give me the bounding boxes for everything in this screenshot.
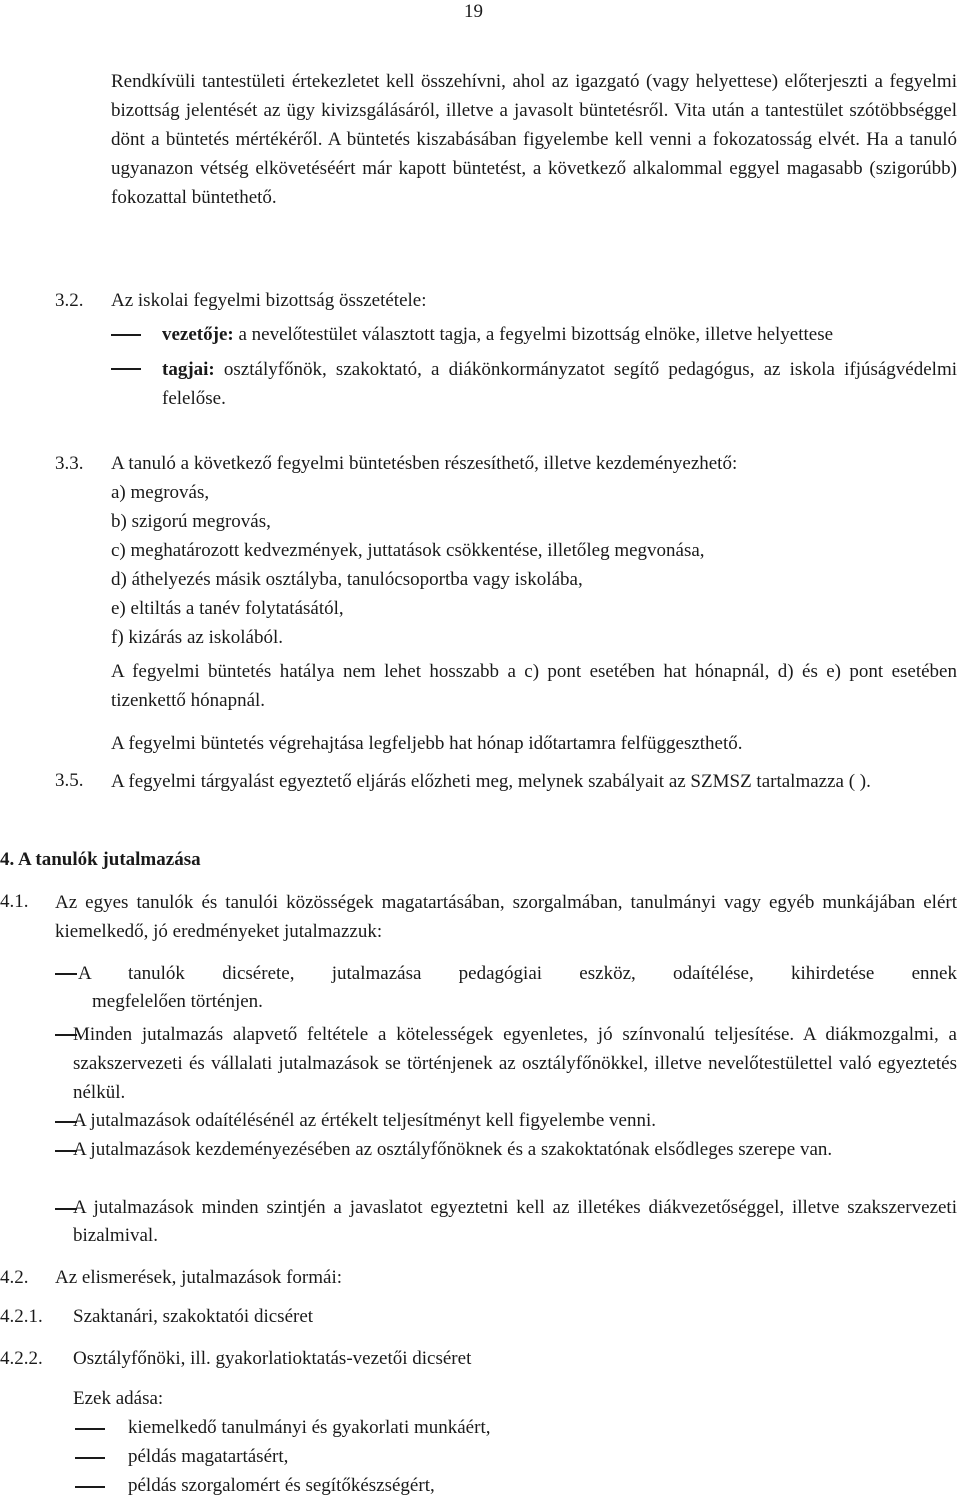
penalty-item: b) szigorú megrovás, (111, 511, 271, 532)
committee-leader-item (162, 321, 957, 349)
dash-icon (111, 334, 141, 336)
committee-members-item (162, 355, 957, 413)
section-4-2-2-text: Osztályfőnöki, ill. gyakorlatioktatás-vezetői dicséret (73, 1348, 472, 1369)
penalty-duration-paragraph: A fegyelmi büntetés hatálya nem lehet hosszabb a c) pont esetében hat hónapnál, d) és e) pont esetében tizenkettő hónapnál. (111, 661, 957, 711)
section-3-5-number: 3.5. (55, 770, 84, 791)
penalty-item: f) kizárás az iskolából. (111, 627, 283, 648)
penalty-item: d) áthelyezés másik osztályba, tanulócsoportba vagy iskolába, (111, 569, 583, 590)
reward-item-5: A jutalmazások minden szintjén a javaslatot egyeztetni kell az illetékes diákvezetőséggel, illetve szakszervezeti bizalmival. (73, 1197, 957, 1246)
section-4-2-1-number: 4.2.1. (0, 1306, 43, 1327)
reward-item-1-line: A tanulók dicsérete, jutalmazása pedagógiai eszköz, odaítélése, kihirdetése ennek (78, 963, 957, 984)
section-4-2-2-number: 4.2.2. (0, 1348, 43, 1369)
penalty-item: c) meghatározott kedvezmények, juttatások csökkentése, illetőleg megvonása, (111, 540, 705, 561)
leader-label: vezetője: (162, 324, 234, 345)
ezek-item: kiemelkedő tanulmányi és gyakorlati munkáért, (128, 1417, 491, 1438)
reward-item (78, 960, 957, 988)
section-4-2-text: Az elismerések, jutalmazások formái: (55, 1267, 343, 1288)
dash-icon (55, 973, 77, 975)
leader-text: a nevelőtestület választott tagja, a fegyelmi bizottság elnöke, illetve helyettese (238, 324, 834, 345)
ezek-label: Ezek adása: (73, 1388, 164, 1409)
page-number: 19 (464, 1, 483, 22)
reward-item-3: A jutalmazások odaítélésénél az értékelt teljesítményt kell figyelembe venni. (73, 1110, 656, 1131)
section-3-2-title: Az iskolai fegyelmi bizottság összetétele: (111, 290, 427, 311)
section-4-2-number: 4.2. (0, 1267, 29, 1288)
section-4-2-1-text: Szaktanári, szakoktatói dicséret (73, 1306, 314, 1327)
dash-icon (75, 1486, 105, 1488)
reward-item-4: A jutalmazások kezdeményezésében az osztályfőnöknek és a szakoktatónak elsődleges szerepe van. (73, 1139, 833, 1160)
reward-item-2: Minden jutalmazás alapvető feltétele a kötelességek egyenletes, jó színvonalú teljesítése. A diákmozgalmi, a szakszervezeti és vállalati jutalmazások se történjenek az osztályfőnökkel, illetve nevelőtestülettel való egyeztetés nélkül. (73, 1024, 957, 1103)
penalty-item: a) megrovás, (111, 482, 210, 503)
members-text: osztályfőnök, szakoktató, a diákönkormányzatot segítő pedagógus, az iskola ifjúságvédelmi felelőse. (162, 359, 957, 409)
section-4-1-number: 4.1. (0, 891, 29, 912)
ezek-item: példás szorgalomért és segítőkészségért, (128, 1475, 435, 1496)
penalty-suspension-paragraph: A fegyelmi büntetés végrehajtása legfeljebb hat hónap időtartamra felfüggeszthető. (111, 733, 743, 754)
section-4-heading: 4. A tanulók jutalmazása (0, 849, 201, 870)
section-4-1-text: Az egyes tanulók és tanulói közösségek magatartásában, szorgalmában, tanulmányi vagy egyéb munkájában elért kiemelkedő, jó eredményeket jutalmazzuk: (55, 892, 957, 942)
intro-paragraph: Rendkívüli tantestületi értekezletet kell összehívni, ahol az igazgató (vagy helyettese) előterjeszti a fegyelmi bizottság jelentését az ügy kivizsgálásáról, illetve a javasolt büntetésről. Vita után a tantestület szótöbbséggel dönt a büntetés mértékéről. A büntetés kiszabásában figyelembe kell venni a fokozatosság elvét. Ha a tanuló ugyanazon vétség elkövetéséért már kapott büntetést, a következő alkalommal eggyel magasabb (szigorúbb) fokozattal büntethető. (111, 71, 957, 208)
section-3-5-text: A fegyelmi tárgyalást egyeztető eljárás előzheti meg, melynek szabályait az SZMSZ tartalmazza ( ). (111, 771, 871, 792)
dash-icon (75, 1428, 105, 1430)
ezek-item: példás magatartásért, (128, 1446, 289, 1467)
penalty-list (111, 478, 705, 652)
section-3-3-number: 3.3. (55, 453, 84, 474)
dash-icon (75, 1457, 105, 1459)
members-label: tagjai: (162, 359, 215, 380)
section-3-3-title: A tanuló a következő fegyelmi büntetésben részesíthető, illetve kezdeményezhető: (111, 453, 738, 474)
reward-item-1-cont: megfelelően történjen. (92, 991, 263, 1012)
dash-icon (111, 368, 141, 370)
penalty-item: e) eltiltás a tanév folytatásától, (111, 598, 344, 619)
section-3-2-number: 3.2. (55, 290, 84, 311)
